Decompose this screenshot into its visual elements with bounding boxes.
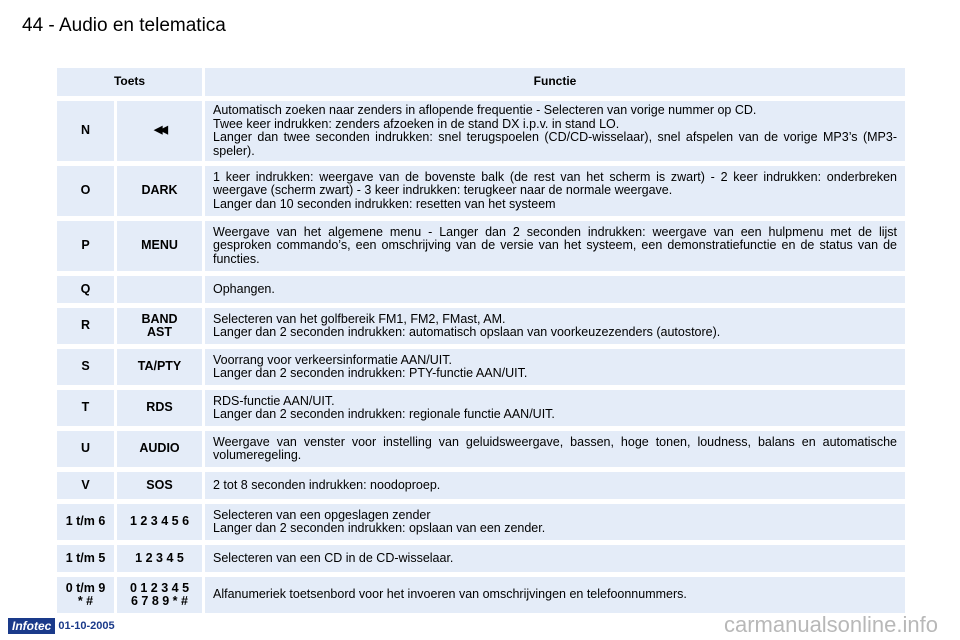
row-function	[205, 577, 905, 613]
table-row	[57, 308, 905, 344]
table-row	[57, 472, 905, 499]
table-row	[57, 504, 905, 540]
function-line: Voorrang voor verkeersinformatie AAN/UIT.	[213, 352, 452, 367]
page-title: 44 - Audio en telematica	[22, 15, 226, 36]
function-line: Selecteren van een opgeslagen zender	[213, 507, 431, 522]
row-function	[205, 101, 905, 161]
table-row	[57, 390, 905, 426]
function-line: Langer dan 2 seconden indrukken: opslaan van een zender.	[213, 521, 546, 535]
row-function	[205, 545, 905, 572]
table-row	[57, 431, 905, 467]
row-button-label: AUDIO	[117, 431, 202, 467]
header-functie: Functie	[205, 68, 905, 96]
function-line: Langer dan 2 seconden indrukken: automatisch opslaan van voorkeuzezenders (autostore).	[213, 325, 721, 339]
row-key: P	[57, 221, 114, 271]
header-toets: Toets	[57, 68, 202, 96]
row-function	[205, 166, 905, 216]
function-line: Langer dan 10 seconden indrukken: resetten van het systeem	[213, 196, 556, 211]
rewind-icon: ◀◀	[154, 124, 165, 137]
row-key: S	[57, 349, 114, 385]
row-function	[205, 504, 905, 540]
function-line: Langer dan 2 seconden indrukken: regionale functie AAN/UIT.	[213, 407, 555, 421]
row-button-label: BAND AST	[117, 308, 202, 344]
row-function	[205, 308, 905, 344]
function-line: Selecteren van het golfbereik FM1, FM2, FMast, AM.	[213, 311, 506, 326]
table-row	[57, 349, 905, 385]
row-button-label: DARK	[117, 166, 202, 216]
table-row	[57, 101, 905, 161]
function-line: Twee keer indrukken: zenders afzoeken in de stand DX i.p.v. in stand LO.	[213, 116, 620, 131]
row-button-label: TA/PTY	[117, 349, 202, 385]
function-line: Weergave van venster voor instelling van geluidsweergave, bassen, hoge tonen, loudness, balans en automatische volumeregeling.	[213, 434, 897, 462]
row-button-label: MENU	[117, 221, 202, 271]
row-key: Q	[57, 276, 114, 303]
row-key: U	[57, 431, 114, 467]
row-key: 0 t/m 9 * #	[57, 577, 114, 613]
function-line: Selecteren van een CD in de CD-wisselaar.	[213, 550, 454, 565]
function-line: Langer dan 2 seconden indrukken: PTY-functie AAN/UIT.	[213, 366, 528, 380]
function-line: RDS-functie AAN/UIT.	[213, 393, 335, 408]
table-row	[57, 166, 905, 216]
row-key: 1 t/m 5	[57, 545, 114, 572]
table-row	[57, 577, 905, 613]
watermark: carmanualsonline.info	[723, 612, 938, 637]
row-button-label: 0 1 2 3 4 5 6 7 8 9 * #	[117, 577, 202, 613]
function-line: Alfanumeriek toetsenbord voor het invoeren van omschrijvingen en telefoonnummers.	[213, 587, 687, 602]
row-button-label: RDS	[117, 390, 202, 426]
row-function	[205, 390, 905, 426]
row-key: V	[57, 472, 114, 499]
table-row	[57, 221, 905, 271]
function-line: Ophangen.	[213, 281, 275, 296]
function-line: Automatisch zoeken naar zenders in aflopende frequentie - Selecteren van vorige nummer op CD.	[213, 103, 757, 117]
infotec-logo: Infotec	[8, 618, 55, 634]
function-line: 2 tot 8 seconden indrukken: noodoproep.	[213, 477, 441, 492]
table-row	[57, 276, 905, 303]
row-button-label: 1 2 3 4 5	[117, 545, 202, 572]
row-function	[205, 472, 905, 499]
table-row	[57, 545, 905, 572]
row-key: 1 t/m 6	[57, 504, 114, 540]
row-button-label: 1 2 3 4 5 6	[117, 504, 202, 540]
function-table	[57, 68, 905, 618]
row-key: R	[57, 308, 114, 344]
row-button-label: SOS	[117, 472, 202, 499]
function-line: 1 keer indrukken: weergave van de bovenste balk (de rest van het scherm is zwart) - 2 keer indrukken: onderbreken weergave (scherm zwart) - 3 keer indrukken: terugkeer naar de normale weergave.	[213, 169, 897, 198]
row-key: O	[57, 166, 114, 216]
row-function	[205, 221, 905, 271]
row-button-label	[117, 101, 202, 161]
function-line: Weergave van het algemene menu - Langer dan 2 seconden indrukken: weergave van een hulpmenu met de lijst gesproken commando’s, een omschrijving van de versie van het systeem, een demonstratiefunctie en de status van de functies.	[213, 224, 897, 266]
row-button-label	[117, 276, 202, 303]
print-date: 01-10-2005	[58, 620, 115, 632]
footer	[8, 618, 115, 634]
row-function	[205, 276, 905, 303]
row-function	[205, 431, 905, 467]
table-header-row	[57, 68, 905, 96]
row-function	[205, 349, 905, 385]
row-key: N	[57, 101, 114, 161]
row-key: T	[57, 390, 114, 426]
function-line: Langer dan twee seconden indrukken: snel terugspoelen (CD/CD-wisselaar), snel afspelen van de vorige MP3’s (MP3-speler).	[213, 130, 897, 158]
